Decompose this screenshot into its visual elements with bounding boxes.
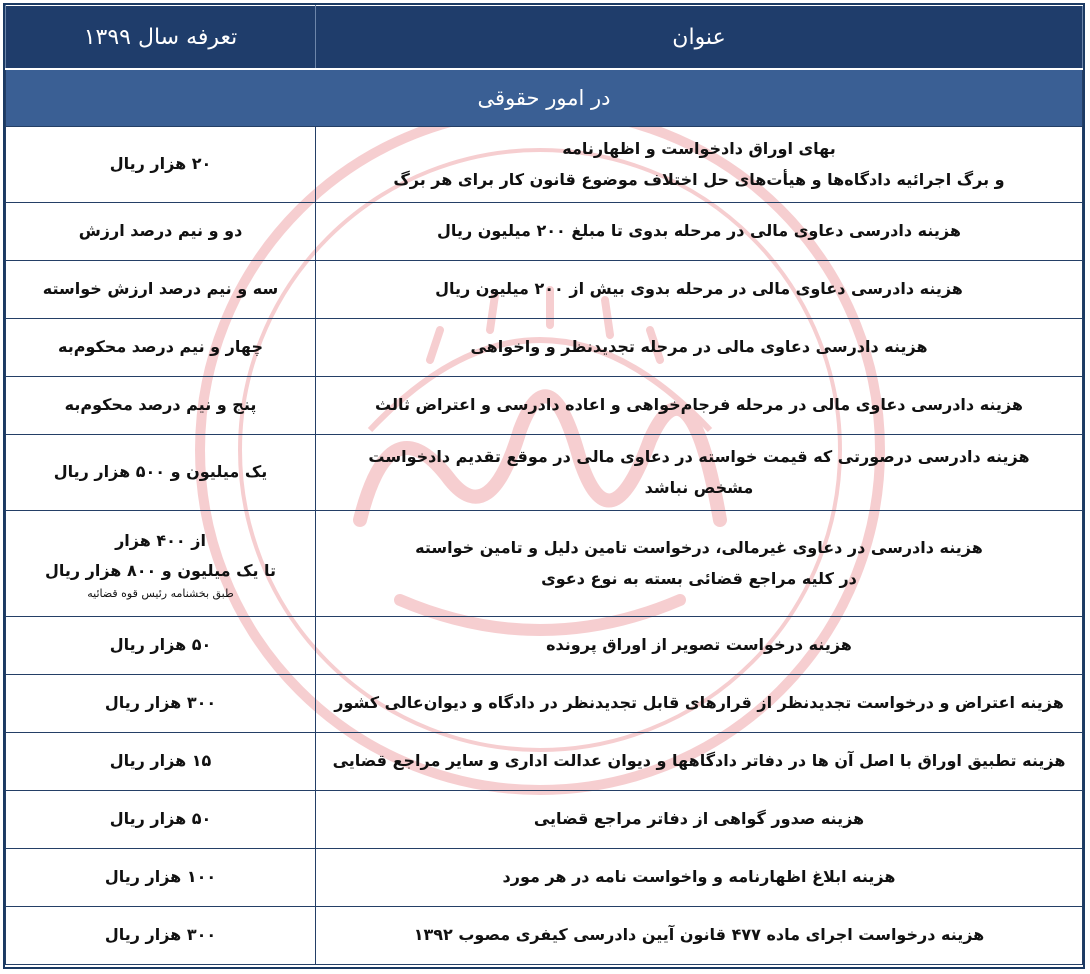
table-row xyxy=(6,733,1083,791)
tariff-table-sheet xyxy=(3,3,1085,969)
row-title-line: هزینه دادرسی دعاوی مالی در مرحله فرجام‌خواهی و اعاده دادرسی و اعتراض ثالث xyxy=(375,395,1023,415)
row-tariff-cell xyxy=(6,675,316,733)
row-title-line: هزینه درخواست اجرای ماده ۴۷۷ قانون آیین دادرسی کیفری مصوب ۱۳۹۲ xyxy=(413,925,985,945)
row-title-line: هزینه درخواست تصویر از اوراق پرونده xyxy=(546,635,852,655)
row-title-cell xyxy=(316,261,1083,319)
column-header-title: عنوان xyxy=(316,6,1083,70)
row-title-cell xyxy=(316,377,1083,435)
row-title-cell xyxy=(316,791,1083,849)
row-tariff-cell xyxy=(6,203,316,261)
row-title-line: هزینه تطبیق اوراق با اصل آن ها در دفاتر دادگاهها و دیوان عدالت اداری و سایر مراجع قضایی xyxy=(332,751,1066,771)
table-row xyxy=(6,617,1083,675)
table-row xyxy=(6,261,1083,319)
row-title-cell xyxy=(316,617,1083,675)
row-tariff-cell xyxy=(6,733,316,791)
row-tariff-cell xyxy=(6,849,316,907)
column-header-tariff: تعرفه سال ۱۳۹۹ xyxy=(6,6,316,70)
row-title-cell xyxy=(316,511,1083,617)
row-tariff-line: پنج و نیم درصد محکوم‌به xyxy=(64,395,257,415)
row-tariff-line: یک میلیون و ۵۰۰ هزار ریال xyxy=(53,462,268,482)
row-title-cell xyxy=(316,203,1083,261)
row-title-line: هزینه دادرسی درصورتی که قیمت خواسته در دعاوی مالی در موقع تقدیم دادخواست xyxy=(368,447,1030,467)
row-tariff-cell xyxy=(6,127,316,203)
row-title-cell xyxy=(316,675,1083,733)
row-tariff-cell xyxy=(6,511,316,617)
row-title-line: هزینه دادرسی دعاوی مالی در مرحله بدوی تا مبلغ ۲۰۰ میلیون ریال xyxy=(437,221,961,241)
row-title-cell xyxy=(316,127,1083,203)
row-title-line: در کلیه مراجع قضائی بسته به نوع دعوی xyxy=(541,568,857,588)
row-title-line: و برگ اجرائیه دادگاه‌ها و هیأت‌های حل اختلاف موضوع قانون کار برای هر برگ xyxy=(393,169,1005,189)
row-tariff-line: ۱۵ هزار ریال xyxy=(109,751,212,771)
row-title-line: بهای اوراق دادخواست و اظهارنامه xyxy=(562,139,836,159)
table-row xyxy=(6,791,1083,849)
table-row xyxy=(6,849,1083,907)
row-tariff-line: تا یک میلیون و ۸۰۰ هزار ریال xyxy=(44,561,277,581)
row-title-line: هزینه ابلاغ اظهارنامه و واخواست نامه در هر مورد xyxy=(502,867,896,887)
row-tariff-cell xyxy=(6,907,316,965)
row-tariff-line: ۲۰ هزار ریال xyxy=(109,154,212,174)
row-title-cell xyxy=(316,849,1083,907)
row-tariff-cell xyxy=(6,617,316,675)
row-tariff-line: چهار و نیم درصد محکوم‌به xyxy=(58,337,263,357)
row-title-line: هزینه صدور گواهی از دفاتر مراجع قضایی xyxy=(533,809,865,829)
table-row xyxy=(6,435,1083,511)
row-title-line: مشخص نباشد xyxy=(644,477,754,497)
row-tariff-cell xyxy=(6,791,316,849)
row-title-line: هزینه اعتراض و درخواست تجدیدنظر از قرارهای قابل تجدیدنظر در دادگاه و دیوان‌عالی کشور xyxy=(334,693,1064,713)
table-row xyxy=(6,675,1083,733)
row-tariff-line: سه و نیم درصد ارزش خواسته xyxy=(42,279,279,299)
table-row xyxy=(6,907,1083,965)
row-tariff-line: دو و نیم درصد ارزش xyxy=(78,221,243,241)
row-title-line: هزینه دادرسی دعاوی مالی در مرحله بدوی بیش از ۲۰۰ میلیون ریال xyxy=(435,279,963,299)
row-title-cell xyxy=(316,435,1083,511)
table-row xyxy=(6,511,1083,617)
table-row xyxy=(6,377,1083,435)
row-title-cell xyxy=(316,733,1083,791)
tariff-table xyxy=(5,5,1083,965)
row-title-cell xyxy=(316,319,1083,377)
row-tariff-line: ۳۰۰ هزار ریال xyxy=(104,925,217,945)
row-tariff-line: ۱۰۰ هزار ریال xyxy=(104,867,217,887)
row-tariff-line: ۵۰ هزار ریال xyxy=(109,809,212,829)
table-row xyxy=(6,203,1083,261)
row-tariff-note: طبق بخشنامه رئیس قوه قضائیه xyxy=(87,586,234,600)
row-title-line: هزینه دادرسی در دعاوی غیرمالی، درخواست تامین دلیل و تامین خواسته xyxy=(415,538,983,558)
table-header-row xyxy=(6,6,1083,70)
table-row xyxy=(6,127,1083,203)
section-row xyxy=(6,69,1083,127)
row-tariff-line: ۵۰ هزار ریال xyxy=(109,635,212,655)
row-tariff-cell xyxy=(6,261,316,319)
row-tariff-cell xyxy=(6,435,316,511)
row-tariff-line: ۳۰۰ هزار ریال xyxy=(104,693,217,713)
table-row xyxy=(6,319,1083,377)
row-tariff-cell xyxy=(6,319,316,377)
row-title-line: هزینه دادرسی دعاوی مالی در مرحله تجدیدنظر و واخواهی xyxy=(470,337,928,357)
row-title-cell xyxy=(316,907,1083,965)
row-tariff-cell xyxy=(6,377,316,435)
section-title: در امور حقوقی xyxy=(6,69,1083,127)
row-tariff-line: از ۴۰۰ هزار xyxy=(115,530,206,550)
